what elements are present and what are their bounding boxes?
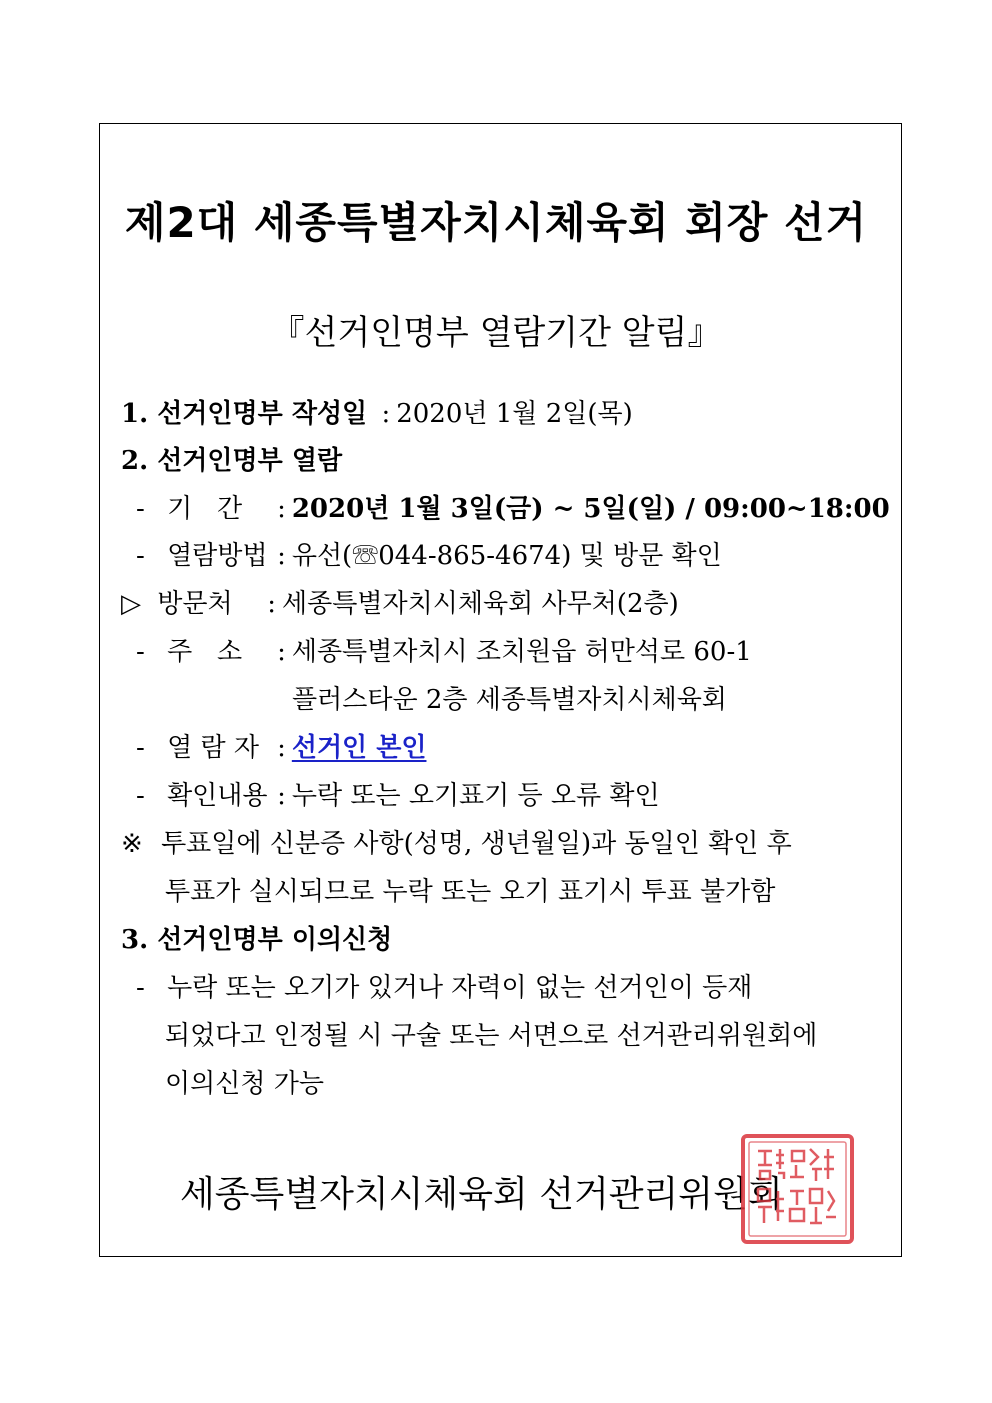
address-line xyxy=(136,634,752,670)
method-dash: - xyxy=(136,541,145,571)
note-line1 xyxy=(121,826,792,862)
section3-text-line3: 이의신청 가능 xyxy=(165,1069,324,1099)
section1-line xyxy=(121,396,633,432)
section2-label: 2. 선거인명부 열람 xyxy=(121,446,343,476)
viewer-value-link: 선거인 본인 xyxy=(291,733,427,763)
viewer-sep: : xyxy=(277,733,286,763)
note-text-line2: 투표가 실시되므로 누락 또는 오기 표기시 투표 불가함 xyxy=(165,877,776,907)
viewer-line xyxy=(136,730,426,766)
visit-value: 세종특별자치시체육회 사무처(2층) xyxy=(282,589,679,619)
period-line xyxy=(136,491,890,527)
visit-sep: : xyxy=(267,589,277,619)
content-line xyxy=(136,778,660,814)
document-title: 제2대 세종특별자치시체육회 회장 선거 xyxy=(124,198,868,247)
section3-text-line1: 누락 또는 오기가 있거나 자력이 없는 선거인이 등재 xyxy=(167,973,753,1003)
section3-line1 xyxy=(136,970,752,1006)
period-key: 기 간 xyxy=(167,494,243,524)
period-value: 2020년 1월 3일(금) ~ 5일(일) / 09:00~18:00 xyxy=(291,494,890,524)
note-text-line1: 투표일에 신분증 사항(성명, 생년월일)과 동일인 확인 후 xyxy=(161,829,792,859)
reference-mark-icon: ※ xyxy=(121,829,143,859)
method-line xyxy=(136,538,722,574)
address-value-line2: 플러스타운 2층 세종특별자치시체육회 xyxy=(292,685,727,715)
method-value: 유선(☏044-865-4674) 및 방문 확인 xyxy=(291,541,722,571)
visit-line xyxy=(121,586,679,622)
notice-subtitle: 『선거인명부 열람기간 알림』 xyxy=(270,313,722,353)
address-value-line1: 세종특별자치시 조치원읍 허만석로 60-1 xyxy=(291,637,752,667)
section1-label: 1. 선거인명부 작성일 xyxy=(121,399,368,429)
viewer-key: 열 람 자 xyxy=(167,733,259,763)
method-key: 열람방법 xyxy=(167,541,268,571)
section3-text-line2: 되었다고 인정될 시 구술 또는 서면으로 선거관리위원회에 xyxy=(165,1021,818,1051)
section1-value: 2020년 1월 2일(목) xyxy=(396,399,633,429)
viewer-dash: - xyxy=(136,733,145,763)
visit-key: 방문처 xyxy=(157,589,233,619)
content-dash: - xyxy=(136,781,145,811)
content-sep: : xyxy=(277,781,286,811)
method-sep: : xyxy=(277,541,286,571)
period-dash: - xyxy=(136,494,145,524)
address-dash: - xyxy=(136,637,145,667)
section3-label: 3. 선거인명부 이의신청 xyxy=(121,925,393,955)
address-sep: : xyxy=(277,637,286,667)
content-value: 누락 또는 오기표기 등 오류 확인 xyxy=(291,781,660,811)
address-key: 주 소 xyxy=(167,637,243,667)
official-seal-stamp xyxy=(740,1133,855,1245)
section1-sep: : xyxy=(381,399,391,429)
period-sep: : xyxy=(277,494,286,524)
committee-signature: 세종특별자치시체육회 선거관리위원회 xyxy=(180,1174,783,1215)
content-key: 확인내용 xyxy=(167,781,268,811)
section3-dash: - xyxy=(136,973,145,1003)
triangle-icon: ▷ xyxy=(121,589,141,619)
